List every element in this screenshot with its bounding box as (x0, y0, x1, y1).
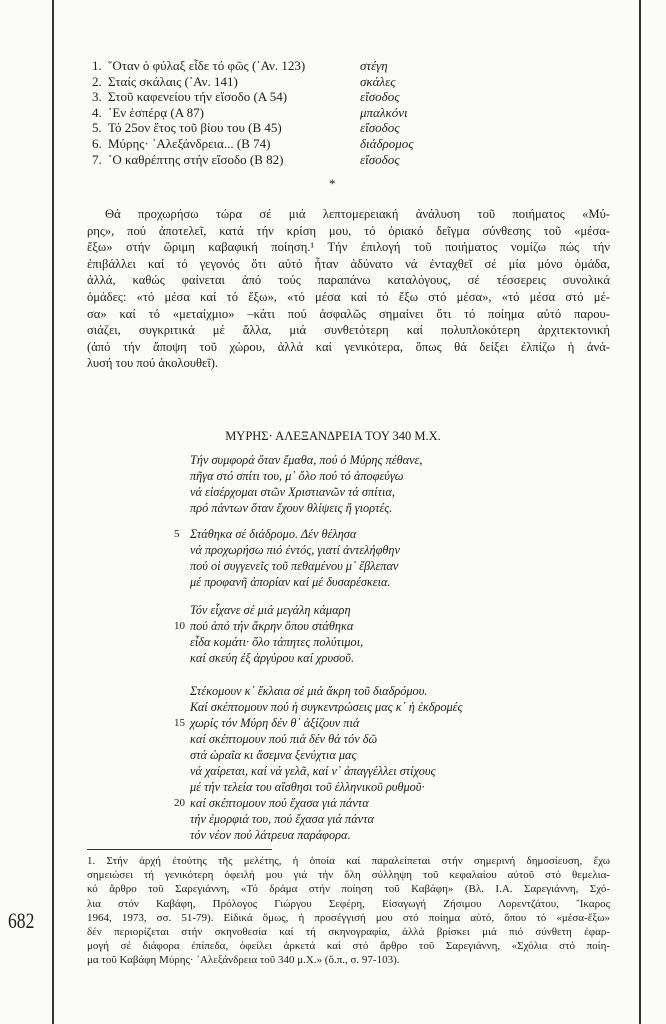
paragraph-line: ἐπιβάλλει καί τό γεγονός ὅτι αὐτό ἦταν ἀδύνατο νά ἐνταχθεῖ σέ μία μόνο ὁμάδα, (87, 256, 610, 271)
poem-line (174, 618, 363, 634)
line-text: καί σκέπτομουν πού ἔχασα γιά πάντα (190, 796, 369, 810)
line-text: χωρίς τόν Μύρη δέν θ᾽ ἀξίζουν πιά (190, 716, 360, 730)
poem-line (190, 763, 463, 779)
body-paragraph (87, 206, 610, 372)
list-number: 7. (92, 151, 102, 167)
poem-line (190, 827, 463, 843)
line-text: νά εἰσέρχομαι στῶν Χριστιανῶν τά σπίτια, (190, 485, 395, 499)
line-text: νά χαίρεται, καί νά γελᾶ, καί ν᾽ ἀπαγγέλλει στίχους (190, 764, 436, 778)
paragraph-line: σιάζει, συγκριτικά μέ ἄλλα, μιά συνθετότερη καί πολυπλοκότερη ἀρχιτεκτονική (87, 323, 610, 338)
page-number: 682 (8, 908, 35, 933)
poem-line (190, 650, 363, 666)
poem-line (190, 779, 463, 795)
line-text: νά προχωρήσω πιό ἐντός, γιατί ἀντελήφθην (190, 543, 400, 557)
poem-line (190, 811, 463, 827)
line-text: καί σκεύη ἐξ ἀργύρου καί χρυσοῦ. (190, 651, 355, 665)
line-text: πῆγα στό σπίτι του, μ᾽ ὅλο πού τό ἀποφεύγω (190, 469, 404, 483)
right-margin-line (639, 0, 641, 1024)
poem-line (190, 602, 363, 618)
line-text: Στέκομουν κ᾽ ἔκλαια σέ μιά ἄκρη τοῦ διαδρόμου. (190, 684, 428, 698)
list-number: 5. (92, 120, 102, 136)
line-text: καί σκέπτομουν πού πιά δέν θά τόν δῶ (190, 732, 378, 746)
footnote-line: κό ἄρθρο τοῦ Σαρεγιάννη, «Τό δράμα στήν ποίηση τοῦ Καβάφη» (Βλ. Ι.Α. Σαρεγιάννη, Σχό- (87, 883, 610, 896)
paragraph-line: σα» καί τό «μεταίχμιο» –κάτι πού ἀσφαλῶς σημαίνει ὅτι τό ποίημα αὐτό παρου- (87, 306, 610, 321)
line-text: Καί σκέπτομουν πού ἡ συγκεντρώσεις μας κ᾽ ἡ ἐκδρομές (190, 700, 463, 714)
paragraph-line: ὁμάδες: «τό μέσα καί τό ἔξω», «τό μέσα καί τό ἔξω στό μέσα», «τό μέσα στό μέ- (87, 289, 610, 304)
list-title: Σταίς σκάλαις (᾽Αν. 141) (108, 73, 238, 89)
poem-line (190, 558, 400, 574)
line-text: Στάθηκα σέ διάδρομο. Δέν θέλησα (190, 527, 357, 541)
footnote (87, 854, 610, 968)
line-number: 10 (174, 620, 185, 632)
line-text: Τόν εἶχανε σέ μιά μεγάλη κάμαρη (190, 603, 351, 617)
poem-line (190, 634, 363, 650)
list-number: 1. (92, 58, 102, 73)
list-title: Στοῦ καφενείου τήν εἴσοδο (Α 54) (108, 89, 288, 105)
footnote-line: σημειώσει τή γενικότερη ὀφειλή μου γιά τήν ὅλη σύλληψη τοῦ κεφαλαίου αὐτοῦ στό θεμελια- (87, 869, 610, 882)
line-text: τήν ἐμορφιά του, πού ἔχασα γιά πάντα (190, 812, 374, 826)
list-title: ῾Ο καθρέπτης στήν εἴσοδο (Β 82) (108, 151, 284, 167)
footnote-line: μογή σέ διάφορα ἐπίπεδα, ὀφείλει ἀρκετά καί στό ἄρθρο τοῦ Σαρεγιάννη, «Σχόλια στό ποίη- (87, 940, 610, 953)
poem-line (190, 747, 463, 763)
poem-stanza (174, 683, 463, 843)
line-text: εἶδα κομάτι· ὅλο τάπητες πολύτιμοι, (190, 635, 364, 649)
poem-line (190, 484, 422, 500)
poem-line (190, 500, 422, 516)
paragraph-line: (ἀπό τήν ἄποψη τοῦ χώρου, ἀλλά καί γενικότερα, ὅπως θά δείξει ἐλπίζω ἡ ἀνά- (87, 339, 610, 354)
poem-line (190, 574, 400, 590)
footnote-line: δέν περιορίζεται στήν σκηνοθεσία καί τή σκηνογραφία, ἀλλά βρίσκει μιά πιό σύνθετη ἐφαρ- (87, 925, 610, 938)
poem-line (190, 683, 463, 699)
poem-line (190, 731, 463, 747)
list-place: εἴσοδος (360, 151, 400, 167)
poem-line (190, 452, 422, 468)
poem-line (190, 468, 422, 484)
poem-line (174, 715, 463, 731)
list-place: στέγη (360, 58, 388, 73)
list-place: εἴσοδος (360, 89, 400, 105)
list-number: 4. (92, 104, 102, 120)
line-text: τόν νέον πού λάτρευα παράφορα. (190, 828, 351, 842)
paragraph-line: ἀλλά, καθώς φαίνεται ἀπό τούς παραπάνω καταλόγους, σέ τέσσερεις συνολικά (87, 273, 610, 288)
list-number: 6. (92, 135, 102, 151)
footnote-rule (87, 849, 272, 850)
footnote-line: 1. Στήν ἀρχή ἐτούτης τῆς μελέτης, ἡ ὁποία καί παραλείπεται στήν σημερινή δημοσίευση, ἔχω (87, 855, 610, 867)
line-number: 20 (174, 797, 185, 809)
list-place: σκάλες (360, 73, 396, 89)
poem-stanza (190, 452, 422, 516)
line-text: στά ὡραῖα κι ἄσεμνα ξενύχτια μας (190, 748, 357, 762)
line-text: πρό πάντων ὅταν ἔχουν θλίψεις ἤ γιορτές. (190, 501, 393, 515)
footnote-line: 1964, 1973, σσ. 51-79). Εἰδικά ὅμως, ἡ προσέγγισή μου στό ποίημα αὐτό, ὅπου τό «μέσα-ἔξω» (87, 911, 610, 924)
line-number: 5 (174, 528, 180, 540)
left-margin-line (52, 0, 54, 1024)
line-text: Τήν συμφορά ὅταν ἔμαθα, πού ὁ Μύρης πέθανε, (190, 453, 423, 467)
poem-line (190, 699, 463, 715)
paragraph-line: λυσή του πού ἀκολουθεῖ). (87, 356, 219, 371)
poem-stanza (174, 602, 364, 666)
line-text: μέ τήν τελεία του αἴσθησι τοῦ ἑλληνικοῦ ρυθμοῦ· (190, 780, 425, 794)
footnote-line: λια στόν Καβάφη, Πρόλογος Γιώργου Σεφέρη, Εἰσαγωγή Ζήσιμου Λορεντζάτου, ῎Ικαρος (87, 897, 610, 910)
line-text: πού οἱ συγγενεῖς τοῦ πεθαμένου μ᾽ ἔβλεπαν (190, 559, 399, 573)
poem-line (174, 795, 463, 811)
list-title: Μύρης· ᾽Αλεξάνδρεια... (Β 74) (108, 135, 271, 151)
line-number: 15 (174, 717, 185, 729)
poem-title: ΜΥΡΗΣ· ΑΛΕΞΑΝΔΡΕΙΑ ΤΟΥ 340 Μ.Χ. (225, 429, 441, 443)
section-separator: * (329, 176, 336, 191)
list-place: διάδρομος (360, 135, 414, 151)
poem-line (174, 526, 400, 542)
footnote-line: μα τοῦ Καβάφη Μύρης· ᾽Αλεξάνδρεια τοῦ 340 μ.Χ.» (ὅ.π., σ. 97-103). (87, 954, 400, 967)
line-text: πού ἀπό τήν ἄκρην ὅπου στάθηκα (190, 619, 354, 633)
list-place: μπαλκόνι (360, 104, 408, 120)
paragraph-line: Θά προχωρήσω τώρα σέ μιά λεπτομερειακή ἀνάλυση τοῦ ποιήματος «Μύ- (105, 207, 610, 221)
list-number: 3. (92, 89, 102, 105)
list-number: 2. (92, 73, 102, 89)
poem-line (190, 542, 400, 558)
list-title: Τό 25ον ἔτος τοῦ βίου του (Β 45) (108, 120, 282, 136)
list-title: ῞Οταν ὁ φύλαξ εἶδε τό φῶς (᾽Αν. 123) (108, 58, 306, 73)
line-text: μέ προφανῆ ἀπορίαν καί μέ δυσαρέσκεια. (190, 575, 391, 589)
list-title: ᾽Εν ἑσπέρᾳ (Α 87) (108, 104, 205, 120)
list-place: εἴσοδος (360, 120, 400, 136)
poem-stanza (174, 526, 400, 590)
paragraph-line: ρης», πού ἀποτελεῖ, κατά τήν κρίση μου, τό ὁριακό δεῖγμα σύνθεσης τοῦ «μέσα- (87, 223, 610, 238)
paragraph-line: ἔξω» στήν ὥριμη καβαφική ποίηση.¹ Τήν ἐπιλογή τοῦ ποιήματος νομίζω πώς τήν (87, 240, 610, 255)
